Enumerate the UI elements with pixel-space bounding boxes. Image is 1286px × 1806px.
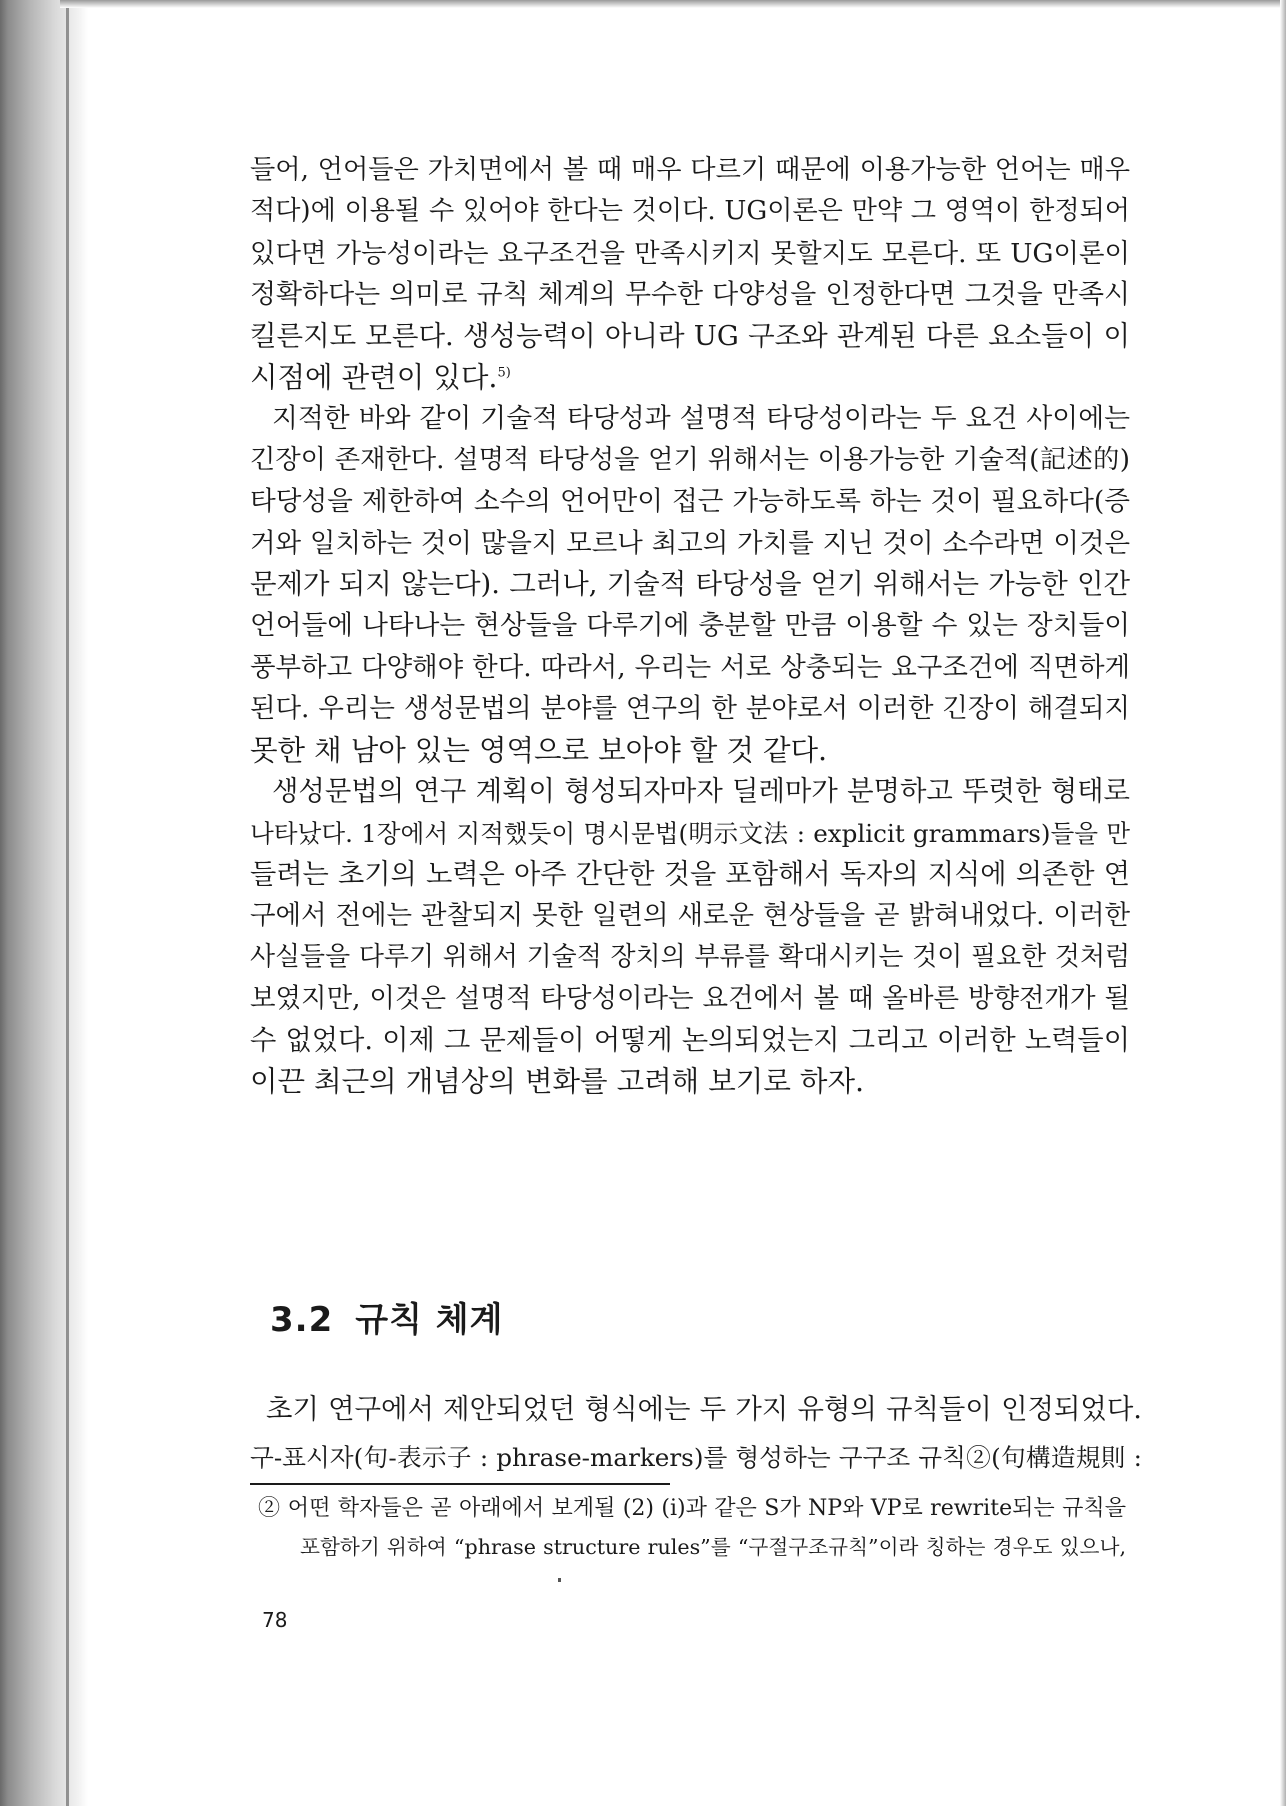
text-line: 적다)에 이용될 수 있어야 한다는 것이다. UG이론은 만약 그 영역이 한정되어 bbox=[250, 196, 1130, 227]
text-line: 보였지만, 이것은 설명적 타당성이라는 요건에서 볼 때 올바른 방향전개가 될 bbox=[250, 983, 1130, 1015]
text-line: 풍부하고 다양해야 한다. 따라서, 우리는 서로 상충되는 요구조건에 직면하게 bbox=[250, 651, 1130, 683]
text-line: 타당성을 제한하여 소수의 언어만이 접근 가능하도록 하는 것이 필요하다(증 bbox=[250, 486, 1130, 518]
text-line: 사실들을 다루기 위해서 기술적 장치의 부류를 확대시키는 것이 필요한 것처럼 bbox=[250, 941, 1130, 972]
text-line: 정확하다는 의미로 규칙 체계의 무수한 다양성을 인정한다면 그것을 만족시 bbox=[250, 279, 1130, 311]
footnote bbox=[258, 1490, 1126, 1566]
text-line-last: 이끈 최근의 개념상의 변화를 고려해 보기로 하자. bbox=[250, 1064, 865, 1098]
text-line: 문제가 되지 않는다). 그러나, 기술적 타당성을 얻기 위해서는 가능한 인간 bbox=[250, 569, 1130, 601]
section-paragraph bbox=[250, 1386, 1142, 1482]
text-line: 된다. 우리는 생성문법의 분야를 연구의 한 분야로서 이러한 긴장이 해결되지 bbox=[250, 693, 1130, 725]
footnote-divider bbox=[250, 1483, 670, 1485]
paragraph-1 bbox=[250, 150, 1130, 398]
text-line-content: 시점에 관련이 있다. bbox=[250, 361, 498, 395]
page-right-edge bbox=[1280, 0, 1286, 1806]
text-line: 나타났다. 1장에서 지적했듯이 명시문법(明示文法 : explicit grammars)들을 만 bbox=[250, 818, 1130, 848]
scan-speck bbox=[558, 1578, 561, 1582]
text-line-indented: 지적한 바와 같이 기술적 타당성과 설명적 타당성이라는 두 요건 사이에는 bbox=[272, 403, 1130, 435]
book-spine-shadow bbox=[0, 0, 88, 1806]
page-number: 78 bbox=[262, 1608, 288, 1632]
text-line: 긴장이 존재한다. 설명적 타당성을 얻기 위해서는 이용가능한 기술적(記述的) bbox=[250, 444, 1130, 475]
text-line: 킬른지도 모른다. 생성능력이 아니라 UG 구조와 관계된 다른 요소들이 이 bbox=[250, 319, 1130, 352]
paragraph-3 bbox=[250, 771, 1130, 1102]
text-line: 거와 일치하는 것이 많을지 모르나 최고의 가치를 지닌 것이 소수라면 이것은 bbox=[250, 527, 1130, 559]
text-line-last: 못한 채 남아 있는 영역으로 보아야 할 것 같다. bbox=[250, 733, 828, 767]
paragraph-2 bbox=[250, 398, 1130, 771]
text-line: 언어들에 나타나는 현상들을 다루기에 충분할 만큼 이용할 수 있는 장치들이 bbox=[250, 610, 1130, 642]
footnote-marker: 5) bbox=[497, 365, 511, 381]
section-number: 3.2 bbox=[270, 1300, 334, 1340]
text-line-indented: 생성문법의 연구 계획이 형성되자마자 딜레마가 분명하고 뚜렷한 형태로 bbox=[272, 776, 1130, 808]
section-heading bbox=[270, 1292, 503, 1341]
text-line-last bbox=[250, 357, 1130, 398]
footnote-line: ② 어떤 학자들은 곧 아래에서 보게될 (2) (i)과 같은 S가 NP와 VP로 rewrite되는 규칙을 bbox=[258, 1496, 1126, 1521]
footnote-line: 포함하기 위하여 “phrase structure rules”를 “구절구조규칙”이라 칭하는 경우도 있으나, bbox=[300, 1535, 1126, 1559]
text-line: 들려는 초기의 노력은 아주 간단한 것을 포함해서 독자의 지식에 의존한 연 bbox=[250, 858, 1130, 890]
text-line: 들어, 언어들은 가치면에서 볼 때 매우 다르기 때문에 이용가능한 언어는 매우 bbox=[250, 155, 1130, 185]
text-line-indented: 초기 연구에서 제안되었던 형식에는 두 가지 유형의 규칙들이 인정되었다. bbox=[266, 1394, 1142, 1425]
text-line: 수 없었다. 이제 그 문제들이 어떻게 논의되었는지 그리고 이러한 노력들이 bbox=[250, 1024, 1130, 1056]
text-line: 있다면 가능성이라는 요구조건을 만족시키지 못할지도 모른다. 또 UG이론이 bbox=[250, 237, 1130, 269]
main-text bbox=[250, 150, 1130, 1102]
text-line: 구-표시자(句-表示子 : phrase-markers)를 형성하는 구구조 규칙②(句構造規則 : bbox=[250, 1443, 1142, 1472]
text-line: 구에서 전에는 관찰되지 못한 일련의 새로운 현상들을 곧 밝혀내었다. 이러한 bbox=[250, 900, 1130, 932]
book-spine-edge-line bbox=[66, 0, 69, 1806]
section-title: 규칙 체계 bbox=[355, 1300, 504, 1340]
page-top-edge bbox=[60, 0, 1286, 8]
